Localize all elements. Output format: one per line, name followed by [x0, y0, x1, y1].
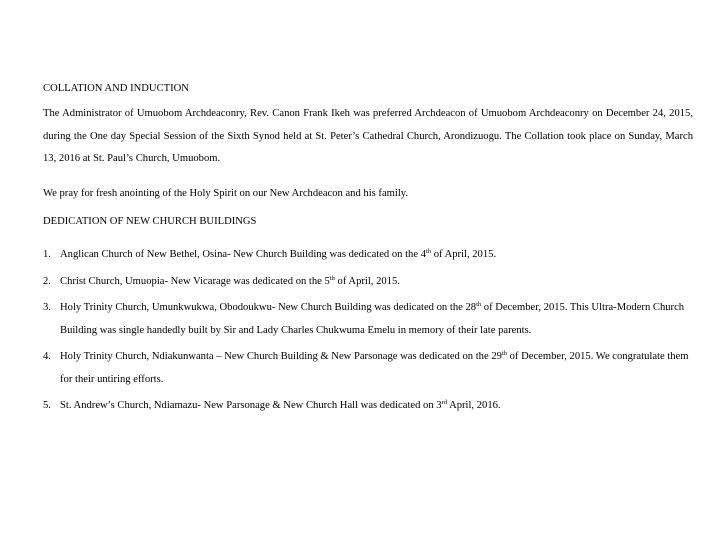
list-item-text-end: of December, 2015. We congratulate them for their untiring efforts. — [60, 351, 689, 385]
list-item-text-end: of April, 2015. — [431, 249, 497, 260]
ordinal-suffix: th — [329, 274, 335, 282]
list-item-text: Holy Trinity Church, Ndiakunwanta – New Church Building & New Parsonage was dedicated on the 29 — [60, 351, 502, 362]
list-item-text: Christ Church, Umuopia- New Vicarage was dedicated on the 5 — [60, 275, 330, 287]
list-item-text: Anglican Church of New Bethel, Osina- New Church Building was dedicated on the 4 — [60, 249, 426, 260]
collation-heading: COLLATION AND INDUCTION — [43, 83, 189, 94]
list-item-number: 2. — [43, 275, 51, 287]
list-item — [43, 271, 698, 294]
ordinal-suffix: th — [426, 248, 432, 255]
ordinal-suffix: th — [476, 301, 482, 308]
list-item-text: St. Andrew’s Church, Ndiamazu- New Parsonage & New Church Hall was dedicated on 3 — [60, 400, 442, 411]
list-item — [43, 395, 698, 418]
list-item-text-end: of December, 2015. This Ultra-Modern Church Building was single handedly built by Sir and Lady Charles Chukwuma Emelu in memory of their late parents. — [60, 302, 685, 336]
list-item-text-end: April, 2016. — [447, 400, 501, 411]
dedication-list — [43, 244, 698, 422]
list-item-number: 1. — [43, 249, 51, 260]
list-item-number: 5. — [43, 400, 51, 411]
list-item-number: 3. — [43, 302, 51, 313]
list-item — [43, 346, 698, 391]
ordinal-suffix: th — [501, 350, 507, 357]
list-item — [43, 244, 698, 267]
list-item — [43, 297, 698, 342]
prayer-paragraph: We pray for fresh anointing of the Holy Spirit on our New Archdeacon and his family. — [43, 188, 409, 199]
list-item-text: Holy Trinity Church, Umunkwukwa, Obodoukwu- New Church Building was dedicated on the 28 — [60, 302, 477, 313]
list-item-text-end: of April, 2015. — [334, 275, 400, 287]
ordinal-suffix: rd — [441, 399, 447, 406]
list-item-number: 4. — [43, 351, 51, 362]
dedication-heading: DEDICATION OF NEW CHURCH BUILDINGS — [43, 216, 257, 227]
collation-paragraph: The Administrator of Umuobom Archdeaconry, Rev. Canon Frank Ikeh was preferred Archdeacon of Umuobom Archdeaconry on December 24, 2015, during the One day Special Session of the Sixth Synod held at St. Peter’s Cathedral Church, Arondizuogu. The Collation took place on Sunday, March 13, 2016 at St. Paul’s Church, Umuobom. — [43, 108, 693, 164]
